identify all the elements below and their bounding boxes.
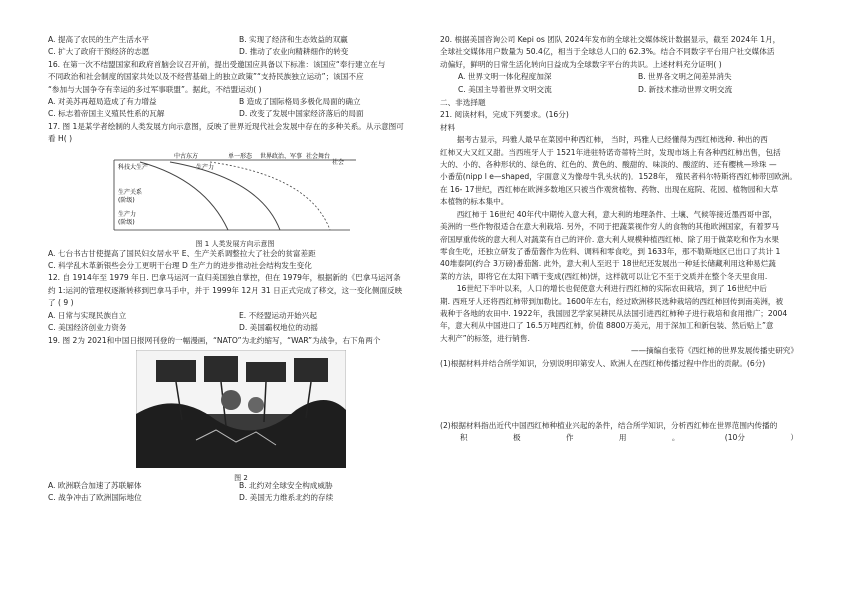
label-6: 社会舞台	[306, 152, 331, 160]
q18-stem-line: 了 ( 9 )	[48, 298, 74, 308]
para2-line: 西红柿于 16世纪 40年代中期传入意大利，意大利的地理条件、土壤、气候等接近墨西哥中部，	[456, 209, 778, 219]
q20-stem-line: 全球社交媒体用户数量为 50.4亿，相当于全球总人口的 62.3%。结合不同数字平台用户社交媒体活	[440, 47, 775, 57]
curve-3	[210, 162, 330, 230]
label-11: (阶级)	[118, 218, 135, 226]
q17-stem-line: 17. 图 1是某学者绘制的人类发展方向示意图，反映了世界近现代社会发展中存在的多种关系。从示意图可	[48, 121, 404, 131]
development-diagram	[110, 150, 360, 234]
label-7: 社会	[332, 158, 345, 166]
q17-option-row: C. 科学乱木革新银些会分工更明干台理 D 生产力的进步推动社会结构发生变化	[48, 261, 312, 271]
para2-line: 40堆泰阿(约合 3万磅)番茄酱. 此外，意大利人至迟于 18世纪还发展出一种延长储藏利用这种易烂蔬	[440, 259, 776, 269]
q17-option-row: A. 七台书古甘使提高了国民妇女居水平 E、生产关系调整拉大了社会的贫富差距	[48, 248, 316, 258]
label-8: 生产关系	[118, 188, 143, 196]
label-9: (阶级)	[118, 196, 135, 204]
q18-option-d: D. 美国霸权地位的动摇	[239, 323, 319, 333]
para2-line: 美洲的一些作物很适合在意大利栽培. 另外，不同于把蔬菜视作穷人的食物的其他欧洲国家，有着罗马	[440, 222, 779, 232]
q16-option-a: A. 对美苏再超局造成了有力增益	[48, 97, 157, 107]
label-10: 生产力	[118, 210, 137, 218]
q21-part2-tail	[440, 432, 818, 444]
q15-option-a: A. 提高了农民的生产生活水平	[48, 35, 150, 44]
q21-part2: (2)根据材料指出近代中国西红柿种植业兴起的条件，结合所学知识，分析西红柿在世界范围内传播的	[440, 420, 778, 430]
tail-char: 。	[671, 433, 680, 443]
q15-options-row2	[48, 46, 430, 58]
q16-stem-line: 不同政治和社会制度的国家共处以及不经营基础上的独立政策”“支持民族独立运动”；该国不应	[48, 72, 364, 82]
q21-part1: (1)根据材料并结合所学知识，分别说明印第安人、欧洲人在西红柿传播过程中作出的贡献。(6分)	[440, 358, 766, 368]
q16-stem-line: “参加与大国争夺有幸运的多过军事联盟”。据此，不结盟运动( )	[48, 84, 262, 94]
curve-2	[170, 162, 280, 230]
q20-stem-line: 动偏好，鲜明的日常生活化转向日益成为全球数字平台的共识。上述材料充分证明( )	[440, 59, 722, 69]
q18-option-b: E. 不经盟运动开始兴起	[239, 310, 317, 320]
q18-stem-line: 12. 自 1914年至 1979 年日. 巴拿马运河一直归美国独自掌控，但在 1979年，根据新的《巴拿马运河条	[48, 273, 401, 283]
q18-stem-line: 约 1:运河的管理权逐渐转移到巴拿马手中，并于 1999年 12月 31 日正式完成了移交，这一变化侧面反映	[48, 285, 403, 295]
tail-char: 作	[565, 433, 574, 443]
curve-1	[140, 162, 228, 230]
para3-line: 栽种于各地的农田中. 1922年，我国园艺学家吴耕民从法国引进西红柿种子进行栽培和食用推广；2004	[440, 308, 788, 318]
para2-line: 零食生吃，还独立研发了番茄酱作为佐料、调料和零食吃，到 1633年，那不勒斯地区已出口了共计 1	[440, 246, 781, 256]
q19-options-row2	[48, 492, 430, 504]
label-2: 生产力	[196, 163, 215, 171]
figure-2-cartoon	[136, 350, 346, 483]
q16-options-row2	[48, 108, 430, 120]
material-label: 材料	[440, 122, 456, 132]
q19-stem: 19. 图 2为 2021和中国日报网刊登的一幅漫画，“NATO”为北约缩写，“WAR”为战争，右下角两个	[48, 335, 381, 345]
q19-option-c: C. 战争冲击了欧洲国际地位	[48, 493, 142, 503]
figure-1-diagram	[110, 150, 360, 249]
tail-char: 用	[618, 433, 627, 443]
q16-stem-line: 16. 在第一次不结盟国家和政府首脑会议召开前，提出受邀国应具备以下标准：该国应“奉行建立在与	[48, 59, 386, 69]
figure-1-caption: 图 1 人类发展方向示意图	[195, 240, 275, 249]
tail-char: ）	[790, 433, 798, 443]
para1-line: 本植物的标本集中。	[440, 197, 509, 207]
q15-option-d: D. 推动了农业向精耕细作的转变	[239, 47, 349, 57]
para2-line: 帝国厚重传统的意大利人对蔬菜有自己的评价. 意大利人规模种植西红柿、除了用于做菜吃和作为水果	[440, 234, 779, 244]
label-3: 单一形态	[228, 152, 253, 160]
figure-2-caption: 图 2	[234, 474, 248, 483]
q16-options-row1	[48, 96, 430, 108]
q20-option-d: D. 新技术推动世界文明交流	[638, 84, 733, 94]
label-4: 中古东方	[174, 152, 199, 160]
q16-option-c: C. 标志着帝国主义殖民性系的瓦解	[48, 109, 165, 119]
para3-line: 大利产”的标签，进行销售.	[440, 333, 530, 343]
q19-option-b: B. 北约对全球安全构成威胁	[239, 480, 333, 490]
q19-option-d: D. 美国无力维系北约的存续	[239, 493, 334, 503]
q18-options-row2	[48, 322, 430, 334]
q19-option-a: A. 欧洲联合加速了苏联解体	[48, 480, 142, 490]
q18-options-row1	[48, 310, 430, 322]
section-heading: 二、非选择题	[440, 98, 486, 108]
para3-line: 期. 西班牙人还将西红柿带到加勒比。1600年左右，经过欧洲移民选种栽培的西红柿回传到南美洲，被	[440, 296, 784, 306]
q20-option-b: B. 世界各文明之间差异消失	[638, 72, 732, 82]
right-column	[440, 34, 818, 445]
tail-score: (10分	[724, 433, 745, 443]
q17-stem-line: 看 H( )	[48, 134, 73, 144]
para1-line: 大的、小的、各种形状的、绿色的、红色的、黄色的、酸甜的、味淡的、酸涩的、还有樱桃—珍珠 —	[440, 160, 777, 170]
label-5: 世界政治、军事	[260, 152, 303, 160]
source-citation: ——摘编自张符《西红柿的世界发展传播史研究》	[630, 346, 798, 356]
answer-space-1	[440, 370, 818, 420]
para2-line: 菜的方法，即将它在太阳下晒干变成(西红柿)饼，这样就可以让它不至于交质并在整个冬天里食用.	[440, 271, 768, 281]
left-column	[48, 34, 430, 505]
para1-line: 据考古显示，玛雅人最早在菜园中种西红柿， 当时，玛雅人已经懂得为西红柿选种. 种出的西	[456, 135, 768, 145]
q16-option-b: B 造成了国际格局多极化局面的确立	[239, 97, 361, 107]
q15-option-c: C. 扩大了政府干预经济的志愿	[48, 47, 150, 57]
cartoon-image	[136, 350, 346, 468]
para1-line: 在 16- 17世纪，西红柿在欧洲多数地区只被当作观赏植物、药物、出现在庭院、花园、植物园和大草	[440, 184, 779, 194]
q20-option-c: C. 美国主导着世界文明交流	[458, 84, 552, 94]
para1-line: 红柿又大又红又甜。当西班牙人于 1521年进驻特诺奇蒂特兰时，发现市场上有各种西红柿出售，包括	[440, 147, 781, 157]
para1-line: 小番茄(nipp l e—shaped，字面意义为像母牛乳头状的)．1528年， 殖民者科尔特斯将西红柿带回欧洲。	[440, 172, 797, 182]
tail-char: 积	[460, 433, 468, 443]
q21-heading: 21. 阅读材料，完成下列要求。(16分)	[440, 110, 569, 120]
q18-option-a: A. 日常与实现民族自立	[48, 310, 127, 320]
tail-char: 极	[512, 433, 521, 443]
q18-option-c: C. 美国经济创业力资务	[48, 323, 127, 333]
label-1: 科技大生产	[118, 163, 149, 171]
q20-options-row2	[440, 84, 818, 96]
q20-stem-line: 20. 根据美国咨询公司 Kepi os 团队 2024年发布的全球社交媒体统计数据显示，截至 2024年 1月，	[440, 35, 781, 44]
q16-option-d: D. 改变了发展中国家经济落后的局面	[239, 109, 364, 119]
para3-line: 年，意大利从中国进口了 16.5万吨西红柿，价值 8800万美元，用于深加工和新包装、然后贴上”意	[440, 321, 774, 331]
q20-option-a: A. 世界文明一体化程度加深	[458, 72, 552, 82]
para3-line: 16世纪下半叶以来，人口的增长也促使意大利进行西红柿的实际农田栽培，到了 16世纪中后	[456, 284, 768, 294]
q15-option-b: B. 实现了经济和生态效益的双赢	[239, 35, 348, 44]
q20-options-row1	[440, 71, 818, 83]
q15-options-row1	[48, 34, 430, 46]
